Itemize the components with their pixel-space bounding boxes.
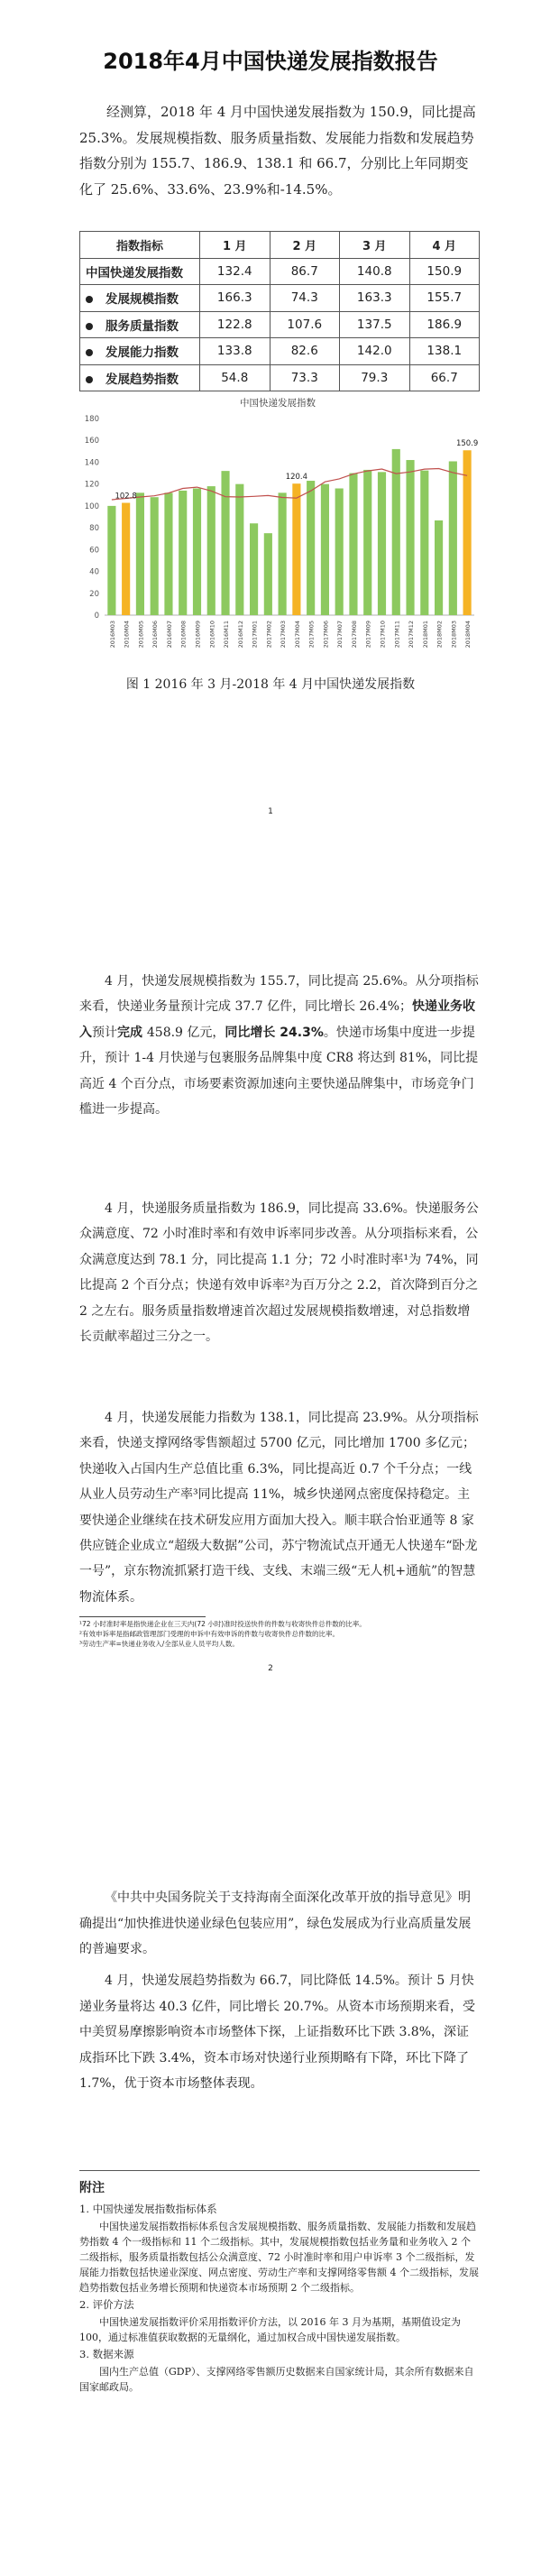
paragraph-text-run: 同比增长 24.3% bbox=[225, 1025, 324, 1040]
footnote-1: ¹72 小时准时率是指快递企业在三天内(72 小时)准时投送快件的件数与收寄快件总件数的比率。 bbox=[79, 1620, 366, 1628]
capability-index-paragraph bbox=[79, 1405, 480, 1610]
row-value-cell: 186.9 bbox=[409, 311, 480, 338]
index-bar bbox=[335, 489, 344, 615]
green-packaging-paragraph: 《中共中央国务院关于支持海南全面深化改革开放的指导意见》明确提出“加快推进快递业绿色包装应用”，绿色发展成为行业高质量发展的普遍要求。 bbox=[79, 1891, 472, 1956]
y-tick-label: 20 bbox=[89, 589, 99, 599]
row-value-cell: 73.3 bbox=[270, 364, 340, 391]
row-value-cell: 122.8 bbox=[200, 311, 270, 338]
page-number-2: 2 bbox=[268, 1664, 273, 1673]
x-tick-label: 2016M12 bbox=[236, 621, 244, 649]
index-bar bbox=[164, 492, 172, 615]
col-header-feb: 2 月 bbox=[270, 232, 340, 259]
y-tick-label: 160 bbox=[84, 437, 99, 446]
x-tick-label: 2017M05 bbox=[307, 621, 316, 649]
appendix-section-title: 1. 中国快递发展指数指标体系 bbox=[79, 2203, 217, 2215]
paragraph-text-run: 预计 bbox=[92, 1025, 117, 1040]
row-label: 发展能力指数 bbox=[105, 345, 179, 361]
data-label: 102.8 bbox=[115, 492, 137, 501]
row-value-cell: 66.7 bbox=[409, 364, 480, 391]
x-tick-label: 2016M10 bbox=[208, 621, 216, 649]
index-bar bbox=[435, 520, 443, 615]
row-label-cell bbox=[80, 258, 200, 285]
row-label-cell bbox=[80, 338, 200, 365]
index-table-row bbox=[80, 258, 480, 285]
x-tick-label: 2017M06 bbox=[322, 621, 330, 649]
index-bar bbox=[378, 472, 386, 615]
chart-title: 中国快递发展指数 bbox=[240, 398, 316, 409]
bullet-icon bbox=[86, 349, 93, 356]
bullet-icon bbox=[86, 296, 93, 303]
index-bar bbox=[107, 506, 115, 615]
index-table-row bbox=[80, 285, 480, 312]
row-value-cell: 82.6 bbox=[270, 338, 340, 365]
x-tick-label: 2018M01 bbox=[421, 621, 429, 649]
row-value-cell: 137.5 bbox=[340, 311, 410, 338]
y-tick-label: 120 bbox=[84, 480, 99, 490]
index-bar bbox=[235, 484, 243, 615]
index-table-row bbox=[80, 311, 480, 338]
footnote-3: ³劳动生产率=快递业务收入/全部从业人员平均人数。 bbox=[79, 1640, 239, 1648]
index-bar bbox=[136, 492, 144, 615]
bullet-icon bbox=[86, 323, 93, 330]
col-header-mar: 3 月 bbox=[340, 232, 410, 259]
x-tick-label: 2016M11 bbox=[223, 621, 231, 649]
index-bar bbox=[179, 491, 187, 615]
paragraph-text-run: 。快递市场集中度进一步提升，预计 1-4 月快递与包裹服务品牌集中度 CR8 将达到 81%，同比提高近 4 个百分点，市场要素资源加速向主要快递品牌集中，市场竞争门槛进一步提高。 bbox=[79, 1025, 479, 1118]
appendix-section-title: 3. 数据来源 bbox=[79, 2348, 134, 2360]
x-tick-label: 2017M12 bbox=[408, 621, 416, 649]
row-value-cell: 54.8 bbox=[200, 364, 270, 391]
x-tick-label: 2017M04 bbox=[293, 621, 301, 649]
row-value-cell: 142.0 bbox=[340, 338, 410, 365]
report-page-2 bbox=[0, 963, 541, 1703]
scale-index-paragraph bbox=[79, 969, 480, 1122]
row-value-cell: 79.3 bbox=[340, 364, 410, 391]
col-header-apr: 4 月 bbox=[409, 232, 480, 259]
row-value-cell: 74.3 bbox=[270, 285, 340, 312]
intro-paragraph: 经测算，2018 年 4 月中国快递发展指数为 150.9，同比提高 25.3%。发展规模指数、服务质量指数、发展能力指数和发展趋势指数分别为 155.7、186.9、138.1 和 66.7，分别比上年同期变化了 25.6%、33.6%、23.9%和-14.5%。 bbox=[79, 104, 476, 198]
col-header-jan: 1 月 bbox=[200, 232, 270, 259]
y-tick-label: 140 bbox=[84, 458, 99, 468]
x-tick-label: 2017M09 bbox=[364, 621, 372, 649]
x-tick-label: 2016M08 bbox=[179, 621, 188, 649]
index-bar bbox=[151, 497, 159, 615]
x-tick-label: 2017M02 bbox=[265, 621, 273, 649]
index-bar bbox=[406, 460, 414, 615]
appendix-section-text: 中国快递发展指数评价采用指数评价方法，以 2016 年 3 月为基期，基期值设定为 100，通过标准值获取数据的无量纲化，通过加权合成中国快递发展指数。 bbox=[79, 2316, 461, 2343]
index-bar bbox=[307, 481, 315, 615]
x-tick-label: 2016M09 bbox=[194, 621, 202, 649]
y-tick-label: 0 bbox=[94, 612, 99, 621]
express-index-bar-chart bbox=[70, 379, 485, 667]
page-number-1: 1 bbox=[268, 807, 273, 816]
row-value-cell: 150.9 bbox=[409, 258, 480, 285]
row-label: 发展趋势指数 bbox=[105, 372, 179, 387]
index-bar bbox=[363, 470, 371, 615]
index-bar bbox=[193, 489, 201, 615]
index-bar bbox=[264, 533, 272, 615]
report-page-3 bbox=[0, 1867, 541, 2576]
appendix-section-text: 国内生产总值（GDP）、支撑网络零售额历史数据来自国家统计局，其余所有数据来自国家邮政局。 bbox=[79, 2366, 474, 2393]
index-bar bbox=[221, 471, 229, 615]
appendix-heading: 附注 bbox=[79, 2181, 105, 2195]
x-tick-label: 2017M01 bbox=[251, 621, 259, 649]
index-bar bbox=[279, 492, 287, 615]
x-tick-label: 2016M03 bbox=[108, 621, 116, 649]
y-tick-label: 80 bbox=[89, 524, 99, 534]
paragraph-text-run: 458.9 亿元， bbox=[146, 1025, 225, 1040]
highlight-bar bbox=[122, 502, 130, 615]
x-tick-label: 2017M08 bbox=[350, 621, 358, 649]
appendix-section bbox=[79, 2170, 480, 2397]
x-tick-label: 2018M04 bbox=[464, 621, 472, 649]
row-label: 发展规模指数 bbox=[105, 292, 179, 308]
index-bar bbox=[207, 486, 215, 615]
index-bar bbox=[420, 471, 428, 615]
paragraph-text-run: 4 月，快递发展规模指数为 155.7，同比提高 25.6%。从分项指标来看，快递业务量预计完成 37.7 亿件，同比增长 26.4%； bbox=[79, 974, 479, 1015]
row-value-cell: 107.6 bbox=[270, 311, 340, 338]
x-tick-label: 2018M02 bbox=[436, 621, 444, 649]
x-tick-label: 2017M07 bbox=[336, 621, 344, 649]
x-tick-label: 2017M10 bbox=[379, 621, 387, 649]
index-bar bbox=[449, 461, 457, 615]
appendix-section-text: 中国快递发展指数指标体系包含发展规模指数、服务质量指数、发展能力指数和发展趋势指数 4 个一级指标和 11 个二级指标。其中，发展规模指数包括业务量和业务收入 2 个二级指标，服务质量指数包括公众满意度、72 小时准时率和用户申诉率 3 个二级指标，发展能力指数包括快递业深度、网点密度、劳动生产率和支撑网络零售额 4 个二级指标，发展趋势指数包括业务增长预期和快递资本市场预期 2 个二级指标。 bbox=[79, 2221, 479, 2294]
paragraph-text-run: 完成 bbox=[117, 1025, 147, 1040]
x-tick-label: 2016M06 bbox=[151, 621, 160, 649]
x-tick-label: 2016M07 bbox=[165, 621, 173, 649]
report-title: 2018年4月中国快递发展指数报告 bbox=[103, 49, 438, 74]
row-value-cell: 133.8 bbox=[200, 338, 270, 365]
data-label: 150.9 bbox=[455, 439, 479, 449]
row-label-cell bbox=[80, 311, 200, 338]
footnote-2: ²有效申诉率是指邮政管理部门受理的申诉中有效申诉的件数与收寄快件总件数的比率。 bbox=[79, 1630, 340, 1638]
row-label-cell bbox=[80, 285, 200, 312]
row-value-cell: 155.7 bbox=[409, 285, 480, 312]
y-tick-label: 100 bbox=[84, 501, 99, 511]
row-label: 服务质量指数 bbox=[105, 318, 179, 334]
row-value-cell: 132.4 bbox=[200, 258, 270, 285]
footnote-divider bbox=[79, 1616, 206, 1617]
x-tick-label: 2018M03 bbox=[450, 621, 458, 649]
row-value-cell: 138.1 bbox=[409, 338, 480, 365]
index-table-row bbox=[80, 338, 480, 365]
paragraph-text-run: 快递业务收入 bbox=[79, 999, 475, 1040]
highlight-bar bbox=[292, 483, 300, 615]
figure-caption: 图 1 2016 年 3 月-2018 年 4 月中国快递发展指数 bbox=[125, 677, 416, 692]
row-value-cell: 140.8 bbox=[340, 258, 410, 285]
paragraph-text-run: 4 月，快递发展能力指数为 138.1，同比提高 23.9%。从分项指标来看，快递支撑网络零售额超过 5700 亿元，同比增加 1700 多亿元；快递收入占国内生产总值比重 6.3%，同比提高近 0.7 个千分点；一线从业人员劳动生产率³同比提高 11%，城乡快递网点密度保持稳定。主要快递企业继续在技术研发应用方面加大投入。顺丰联合怡亚通等 8 家供应链企业成立“超级大数据”公司，苏宁物流试点开通无人快递车“卧龙一号”，京东物流抓紧打造干线、支线、末端三级“无人机+通航”的智慧物流体系。 bbox=[79, 1411, 479, 1605]
x-tick-label: 2016M04 bbox=[123, 621, 131, 649]
data-label: 120.4 bbox=[285, 473, 308, 483]
x-tick-label: 2016M05 bbox=[137, 621, 145, 649]
trend-index-paragraph: 4 月，快递发展趋势指数为 66.7，同比降低 14.5%。预计 5 月快递业务量将达 40.3 亿件，同比增长 20.7%。从资本市场预期来看，受中美贸易摩擦影响资本市场整体下探，上证指数环比下跌 3.8%，深证成指环比下跌 3.4%，资本市场对快递行业预期略有下降，环比下降了 1.7%，优于资本市场整体表现。 bbox=[79, 1973, 475, 2091]
row-label: 中国快递发展指数 bbox=[86, 265, 183, 281]
row-value-cell: 166.3 bbox=[200, 285, 270, 312]
index-bar bbox=[250, 523, 258, 615]
index-table-header-row bbox=[80, 232, 480, 259]
col-header-indicator: 指数指标 bbox=[80, 232, 200, 259]
index-table bbox=[79, 231, 480, 391]
quality-index-paragraph bbox=[79, 1196, 480, 1349]
row-value-cell: 86.7 bbox=[270, 258, 340, 285]
report-page-1 bbox=[0, 0, 541, 839]
x-tick-label: 2017M11 bbox=[393, 621, 401, 649]
index-bar bbox=[321, 484, 329, 615]
row-value-cell: 163.3 bbox=[340, 285, 410, 312]
y-tick-label: 180 bbox=[84, 415, 99, 424]
y-tick-label: 60 bbox=[89, 546, 99, 556]
paragraph-text-run: 4 月，快递服务质量指数为 186.9，同比提高 33.6%。快递服务公众满意度、72 小时准时率和有效申诉率同步改善。从分项指标来看，公众满意度达到 78.1 分，同比提高 1.1 分；72 小时准时率¹为 74%，同比提高 2 个百分点；快递有效申诉率²为百万分之 2.2，首次降到百分之 2 之左右。服务质量指数增速首次超过发展规模指数增速，对总指数增长贡献率超过三分之一。 bbox=[79, 1201, 479, 1345]
x-tick-label: 2017M03 bbox=[280, 621, 288, 649]
index-bar bbox=[349, 474, 357, 615]
y-tick-label: 40 bbox=[89, 567, 99, 577]
appendix-section-title: 2. 评价方法 bbox=[79, 2298, 134, 2311]
